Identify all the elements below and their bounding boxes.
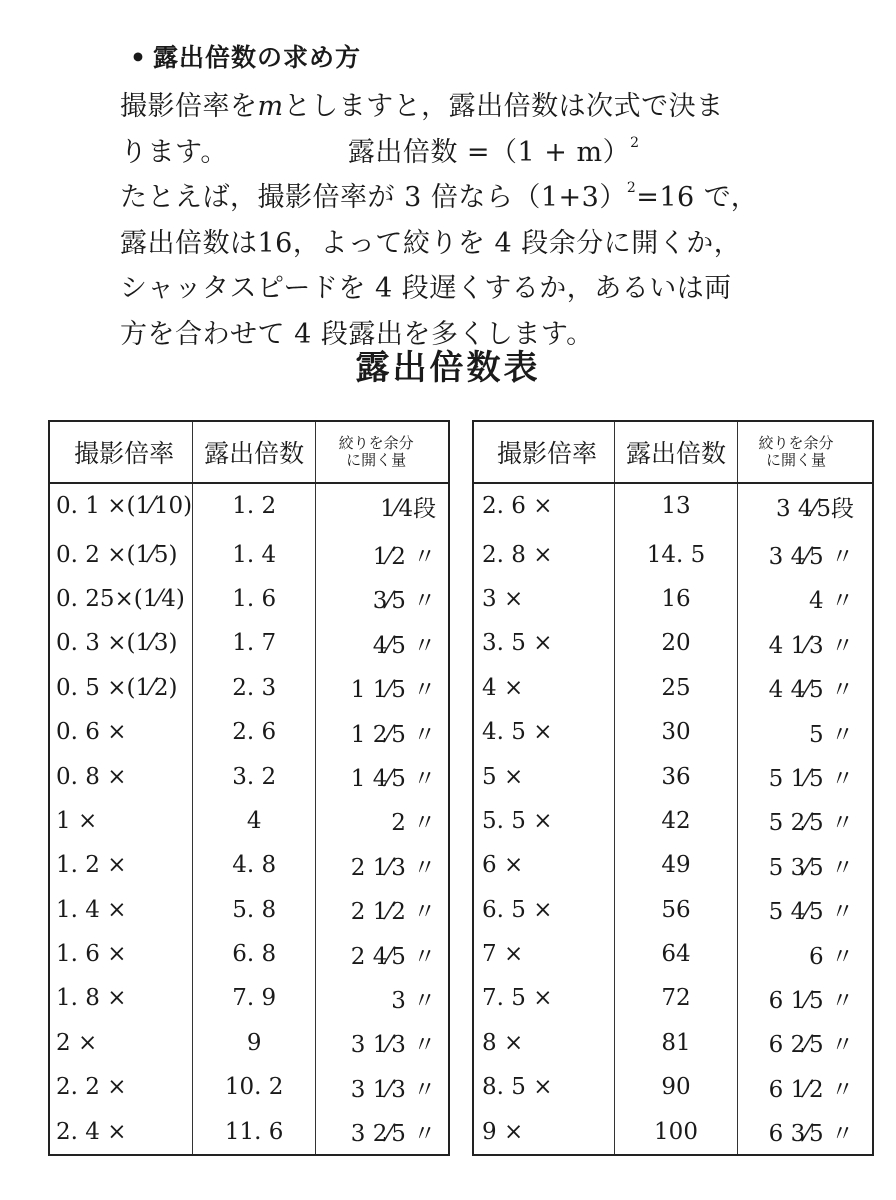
magnification-cell: 0. 2 ×(1⁄5) xyxy=(49,528,193,576)
exposure-factor-cell: 20 xyxy=(615,621,738,665)
exposure-factor-cell: 1. 6 xyxy=(193,577,316,621)
extra-aperture-cell: 3 4⁄5段 xyxy=(738,483,874,528)
exposure-factor-cell: 36 xyxy=(615,754,738,798)
extra-aperture-cell: 4 1⁄3 〃 xyxy=(738,621,874,665)
extra-aperture-cell: 3 4⁄5 〃 xyxy=(738,528,874,576)
extra-aperture-cell: 2 〃 xyxy=(316,799,450,843)
table-header-row xyxy=(49,421,449,483)
extra-aperture-cell: 6 〃 xyxy=(738,932,874,976)
magnification-cell: 6 × xyxy=(473,843,615,887)
extra-aperture-cell: 3 1⁄3 〃 xyxy=(316,1065,450,1109)
extra-aperture-cell: 2 4⁄5 〃 xyxy=(316,932,450,976)
table-row xyxy=(49,1021,449,1065)
magnification-cell: 7 × xyxy=(473,932,615,976)
table-row xyxy=(473,843,873,887)
header-exposure-factor: 露出倍数 xyxy=(615,421,738,483)
magnification-cell: 4 × xyxy=(473,666,615,710)
magnification-cell: 3 × xyxy=(473,577,615,621)
extra-aperture-cell: 6 2⁄5 〃 xyxy=(738,1021,874,1065)
magnification-cell: 0. 6 × xyxy=(49,710,193,754)
exposure-factor-cell: 5. 8 xyxy=(193,888,316,932)
magnification-cell: 2. 2 × xyxy=(49,1065,193,1109)
table-row xyxy=(473,528,873,576)
table-row xyxy=(49,932,449,976)
table-row xyxy=(473,666,873,710)
magnification-cell: 5. 5 × xyxy=(473,799,615,843)
exposure-factor-cell: 4 xyxy=(193,799,316,843)
magnification-cell: 2. 6 × xyxy=(473,483,615,528)
magnification-cell: 5 × xyxy=(473,754,615,798)
table-row xyxy=(473,577,873,621)
header-extra-aperture: 絞りを余分 に開く量 xyxy=(738,421,874,483)
table-row xyxy=(49,1109,449,1154)
extra-aperture-cell: 3 〃 xyxy=(316,976,450,1020)
table-row xyxy=(473,710,873,754)
paragraph-line-1: 撮影倍率をmとしますと，露出倍数は次式で決ま xyxy=(120,91,724,122)
exposure-factor-cell: 3. 2 xyxy=(193,754,316,798)
extra-aperture-cell: 1⁄4段 xyxy=(316,483,450,528)
extra-aperture-cell: 4 〃 xyxy=(738,577,874,621)
extra-aperture-cell: 3⁄5 〃 xyxy=(316,577,450,621)
table-row xyxy=(473,976,873,1020)
paragraph-line-4: 露出倍数は16，よって絞りを 4 段余分に開くか， xyxy=(120,227,742,259)
magnification-cell: 2 × xyxy=(49,1021,193,1065)
magnification-cell: 0. 3 ×(1⁄3) xyxy=(49,621,193,665)
table-header-row xyxy=(473,421,873,483)
table-row xyxy=(473,799,873,843)
magnification-cell: 1. 4 × xyxy=(49,888,193,932)
table-row xyxy=(473,1021,873,1065)
exposure-factor-cell: 10. 2 xyxy=(193,1065,316,1109)
magnification-cell: 0. 25×(1⁄4) xyxy=(49,577,193,621)
paragraph-line-2: ります。 露出倍数 $=(1 + m)^2$ xyxy=(120,134,640,168)
header-magnification: 撮影倍率 xyxy=(473,421,615,483)
paragraph-line-6: 方を合わせて 4 段露出を多くします。 xyxy=(120,318,594,350)
table-row xyxy=(473,1109,873,1154)
extra-aperture-cell: 3 2⁄5 〃 xyxy=(316,1109,450,1154)
magnification-cell: 1. 2 × xyxy=(49,843,193,887)
exposure-factor-cell: 2. 3 xyxy=(193,666,316,710)
exposure-factor-cell: 4. 8 xyxy=(193,843,316,887)
magnification-cell: 9 × xyxy=(473,1109,615,1154)
paragraph-line-3: たとえば，撮影倍率が 3 倍なら$(1+3)^2=16$ で， xyxy=(120,180,759,213)
table-title: 露出倍数表 xyxy=(355,348,541,388)
exposure-formula: 露出倍数 $=(1 + m)^2$ xyxy=(347,134,640,168)
table-row xyxy=(49,976,449,1020)
table-row xyxy=(49,621,449,665)
exposure-factor-cell: 1. 4 xyxy=(193,528,316,576)
extra-aperture-cell: 1 1⁄5 〃 xyxy=(316,666,450,710)
extra-aperture-cell: 5 〃 xyxy=(738,710,874,754)
table-row xyxy=(49,710,449,754)
magnification-cell: 1 × xyxy=(49,799,193,843)
exposure-factor-cell: 72 xyxy=(615,976,738,1020)
exposure-table-right xyxy=(472,420,874,1156)
extra-aperture-cell: 2 1⁄2 〃 xyxy=(316,888,450,932)
exposure-factor-cell: 30 xyxy=(615,710,738,754)
table-row xyxy=(49,843,449,887)
table-row xyxy=(473,621,873,665)
extra-aperture-cell: 1 2⁄5 〃 xyxy=(316,710,450,754)
header-magnification: 撮影倍率 xyxy=(49,421,193,483)
exposure-factor-cell: 81 xyxy=(615,1021,738,1065)
extra-aperture-cell: 3 1⁄3 〃 xyxy=(316,1021,450,1065)
exposure-factor-cell: 25 xyxy=(615,666,738,710)
extra-aperture-cell: 4 4⁄5 〃 xyxy=(738,666,874,710)
exposure-factor-cell: 1. 2 xyxy=(193,483,316,528)
magnification-cell: 2. 4 × xyxy=(49,1109,193,1154)
exposure-factor-cell: 56 xyxy=(615,888,738,932)
magnification-cell: 3. 5 × xyxy=(473,621,615,665)
exposure-table-left xyxy=(48,420,450,1156)
exposure-factor-cell: 16 xyxy=(615,577,738,621)
exposure-factor-cell: 9 xyxy=(193,1021,316,1065)
paragraph-line-5: シャッタスピードを 4 段遅くするか，あるいは両 xyxy=(120,273,732,304)
table-row xyxy=(49,666,449,710)
table-row xyxy=(49,754,449,798)
exposure-factor-cell: 42 xyxy=(615,799,738,843)
exposure-factor-cell: 100 xyxy=(615,1109,738,1154)
exposure-factor-cell: 49 xyxy=(615,843,738,887)
exposure-factor-cell: 11. 6 xyxy=(193,1109,316,1154)
exposure-factor-cell: 13 xyxy=(615,483,738,528)
table-row xyxy=(473,483,873,528)
table-row xyxy=(49,577,449,621)
section-heading xyxy=(130,38,361,74)
exposure-table-right-body xyxy=(473,483,873,1155)
magnification-cell: 4. 5 × xyxy=(473,710,615,754)
magnification-cell: 1. 6 × xyxy=(49,932,193,976)
magnification-cell: 0. 5 ×(1⁄2) xyxy=(49,666,193,710)
extra-aperture-cell: 6 3⁄5 〃 xyxy=(738,1109,874,1154)
table-row xyxy=(49,1065,449,1109)
extra-aperture-cell: 5 4⁄5 〃 xyxy=(738,888,874,932)
table-row xyxy=(49,799,449,843)
table-row xyxy=(473,1065,873,1109)
magnification-cell: 1. 8 × xyxy=(49,976,193,1020)
exposure-factor-cell: 7. 9 xyxy=(193,976,316,1020)
exposure-table-left-body xyxy=(49,483,449,1155)
magnification-cell: 0. 8 × xyxy=(49,754,193,798)
magnification-cell: 2. 8 × xyxy=(473,528,615,576)
extra-aperture-cell: 5 2⁄5 〃 xyxy=(738,799,874,843)
exposure-factor-cell: 90 xyxy=(615,1065,738,1109)
table-row xyxy=(49,528,449,576)
exposure-factor-cell: 2. 6 xyxy=(193,710,316,754)
exposure-factor-cell: 64 xyxy=(615,932,738,976)
section-heading-text: 露出倍数の求め方 xyxy=(152,43,361,72)
table-row xyxy=(49,888,449,932)
magnification-cell: 0. 1 ×(1⁄10) xyxy=(49,483,193,528)
extra-aperture-cell: 2 1⁄3 〃 xyxy=(316,843,450,887)
table-row xyxy=(473,932,873,976)
extra-aperture-cell: 5 1⁄5 〃 xyxy=(738,754,874,798)
magnification-cell: 8. 5 × xyxy=(473,1065,615,1109)
header-exposure-factor: 露出倍数 xyxy=(193,421,316,483)
magnification-cell: 6. 5 × xyxy=(473,888,615,932)
bullet-icon: • xyxy=(130,43,147,72)
explanation-paragraph xyxy=(120,84,800,357)
exposure-factor-cell: 1. 7 xyxy=(193,621,316,665)
exposure-factor-cell: 14. 5 xyxy=(615,528,738,576)
exposure-factor-cell: 6. 8 xyxy=(193,932,316,976)
extra-aperture-cell: 6 1⁄2 〃 xyxy=(738,1065,874,1109)
table-row xyxy=(49,483,449,528)
magnification-cell: 8 × xyxy=(473,1021,615,1065)
extra-aperture-cell: 4⁄5 〃 xyxy=(316,621,450,665)
magnification-cell: 7. 5 × xyxy=(473,976,615,1020)
table-row xyxy=(473,888,873,932)
table-row xyxy=(473,754,873,798)
extra-aperture-cell: 5 3⁄5 〃 xyxy=(738,843,874,887)
extra-aperture-cell: 1⁄2 〃 xyxy=(316,528,450,576)
extra-aperture-cell: 1 4⁄5 〃 xyxy=(316,754,450,798)
extra-aperture-cell: 6 1⁄5 〃 xyxy=(738,976,874,1020)
header-extra-aperture: 絞りを余分 に開く量 xyxy=(316,421,450,483)
